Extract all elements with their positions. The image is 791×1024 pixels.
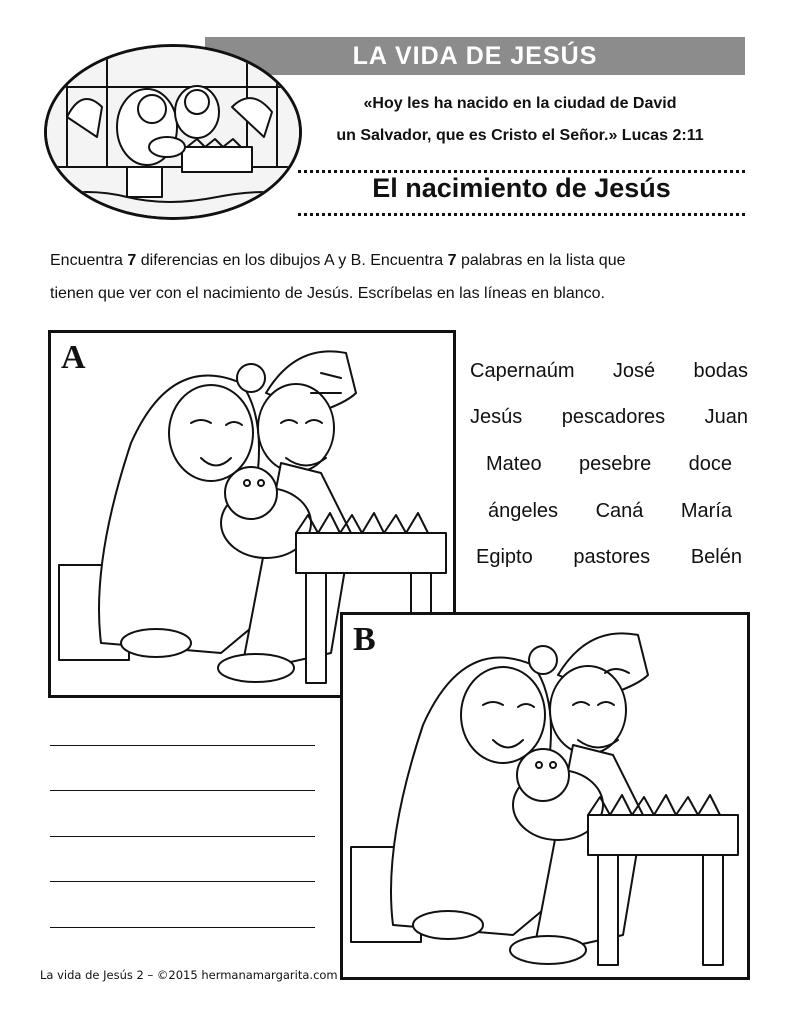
word-list-item: bodas	[693, 360, 748, 382]
instructions-text: Encuentra	[50, 252, 128, 269]
word-list-row-1	[470, 360, 748, 383]
lesson-subtitle: El nacimiento de Jesús	[372, 173, 671, 203]
bible-verse-line-2: un Salvador, que es Cristo el Señor.» Lucas 2:11	[336, 127, 704, 144]
answer-line-1[interactable]	[50, 745, 315, 746]
word-list-item: pesebre	[578, 453, 652, 475]
instructions-text: palabras en la lista que	[456, 252, 626, 269]
page-title-bar	[205, 37, 745, 75]
word-list-item: ángeles	[488, 500, 559, 522]
dotted-divider-bottom	[298, 213, 745, 216]
word-list-item: Juan	[704, 406, 748, 428]
word-list-item: doce	[688, 453, 732, 475]
nativity-header-illustration	[44, 44, 302, 220]
instructions-line-1	[50, 252, 770, 270]
word-list-row-3	[486, 453, 732, 476]
word-list-item: Capernaúm	[470, 360, 575, 382]
word-list-item: pescadores	[561, 406, 666, 428]
word-list-item: Belén	[690, 546, 742, 568]
word-list-item: María	[680, 500, 732, 522]
answer-line-5[interactable]	[50, 927, 315, 928]
instructions-line-2: tienen que ver con el nacimiento de Jesús. Escríbelas en las líneas en blanco.	[50, 285, 605, 302]
bible-verse-line-1: «Hoy les ha nacido en la ciudad de David	[363, 95, 677, 112]
word-list-item: Mateo	[486, 453, 542, 475]
instructions-number: 7	[447, 252, 457, 269]
word-list-item: pastores	[573, 546, 651, 568]
word-list-row-4	[488, 500, 732, 523]
page-title: LA VIDA DE JESÚS	[352, 41, 598, 70]
word-list-row-2	[470, 406, 748, 429]
word-list-item: Jesús	[470, 406, 523, 428]
answer-line-3[interactable]	[50, 836, 315, 837]
instructions-number: 7	[127, 252, 137, 269]
word-list-item: Caná	[595, 500, 644, 522]
word-list-item: Egipto	[476, 546, 533, 568]
panel-b-label: B	[353, 621, 376, 658]
instructions-text: diferencias en los dibujos A y B. Encuentra	[136, 252, 448, 269]
answer-line-2[interactable]	[50, 790, 315, 791]
drawing-panel-b	[340, 612, 750, 980]
answer-line-4[interactable]	[50, 881, 315, 882]
word-list-item: José	[612, 360, 656, 382]
word-list-row-5	[476, 546, 742, 569]
nativity-drawing-b	[343, 615, 747, 977]
panel-a-label: A	[61, 339, 86, 376]
footer-credit: La vida de Jesús 2 – ©2015 hermanamargarita.com	[40, 968, 338, 982]
